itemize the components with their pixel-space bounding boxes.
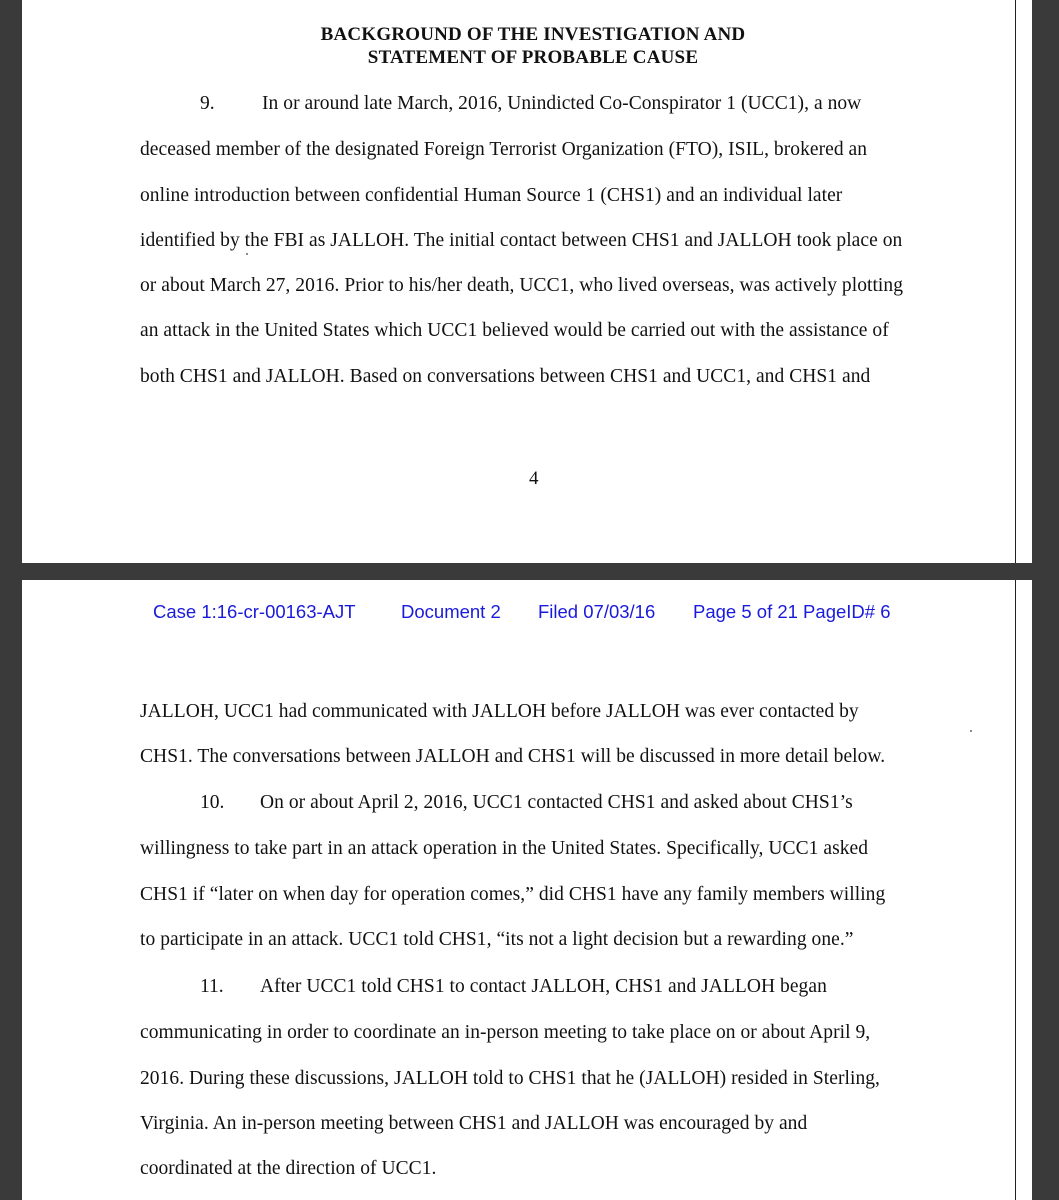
paragraph-9-line-5: or about March 27, 2016. Prior to his/her death, UCC1, who lived overseas, was actively plotting [140, 275, 903, 296]
paragraph-11-line-3: 2016. During these discussions, JALLOH told to CHS1 that he (JALLOH) resided in Sterling, [140, 1068, 880, 1089]
paragraph-11-line-2: communicating in order to coordinate an in-person meeting to take place on or about April 9, [140, 1022, 871, 1043]
paragraph-10-line-3: CHS1 if “later on when day for operation comes,” did CHS1 have any family members willing [140, 884, 886, 905]
section-heading-line1: BACKGROUND OF THE INVESTIGATION AND [320, 24, 746, 45]
paragraph-9-line-4: identified by the FBI as JALLOH. The initial contact between CHS1 and JALLOH took place on [140, 230, 903, 251]
paragraph-9-line-2: deceased member of the designated Foreign Terrorist Organization (FTO), ISIL, brokered an [140, 139, 868, 160]
scan-speck [246, 253, 248, 255]
paragraph-number-11: 11. [200, 976, 224, 997]
page-number: 4 [529, 468, 539, 489]
page-edge-line [1015, 580, 1016, 1200]
continuation-line-2: CHS1. The conversations between JALLOH and CHS1 will be discussed in more detail below. [140, 746, 886, 767]
paragraph-10-line-4: to participate in an attack. UCC1 told CHS1, “its not a light decision but a rewarding one.” [140, 929, 854, 950]
section-heading-line2: STATEMENT OF PROBABLE CAUSE [367, 47, 699, 68]
paragraph-10-line-2: willingness to take part in an attack operation in the United States. Specifically, UCC1 asked [140, 838, 869, 859]
paragraph-10-line-1: On or about April 2, 2016, UCC1 contacted CHS1 and asked about CHS1’s [260, 792, 853, 813]
continuation-line-1: JALLOH, UCC1 had communicated with JALLOH before JALLOH was ever contacted by [140, 701, 859, 722]
case-number: Case 1:16-cr-00163-AJT [153, 601, 356, 622]
scan-speck [970, 730, 972, 732]
paragraph-9-line-3: online introduction between confidential Human Source 1 (CHS1) and an individual later [140, 185, 843, 206]
paragraph-11-line-5: coordinated at the direction of UCC1. [140, 1158, 437, 1179]
paragraph-number-10: 10. [200, 792, 225, 813]
paragraph-9-line-1: In or around late March, 2016, Unindicted Co-Conspirator 1 (UCC1), a now [262, 93, 862, 114]
page-5 [22, 580, 1032, 1200]
filed-date: Filed 07/03/16 [538, 601, 656, 622]
document-number: Document 2 [401, 601, 501, 622]
paragraph-11-line-1: After UCC1 told CHS1 to contact JALLOH, CHS1 and JALLOH began [260, 976, 827, 997]
page-edge-line [1015, 0, 1016, 563]
paragraph-number-9: 9. [200, 93, 215, 114]
page-id: Page 5 of 21 PageID# 6 [693, 601, 891, 622]
paragraph-9-line-7: both CHS1 and JALLOH. Based on conversations between CHS1 and UCC1, and CHS1 and [140, 366, 871, 387]
paragraph-11-line-4: Virginia. An in-person meeting between CHS1 and JALLOH was encouraged by and [140, 1113, 808, 1134]
paragraph-9-line-6: an attack in the United States which UCC1 believed would be carried out with the assistance of [140, 320, 889, 341]
page-4 [22, 0, 1032, 563]
